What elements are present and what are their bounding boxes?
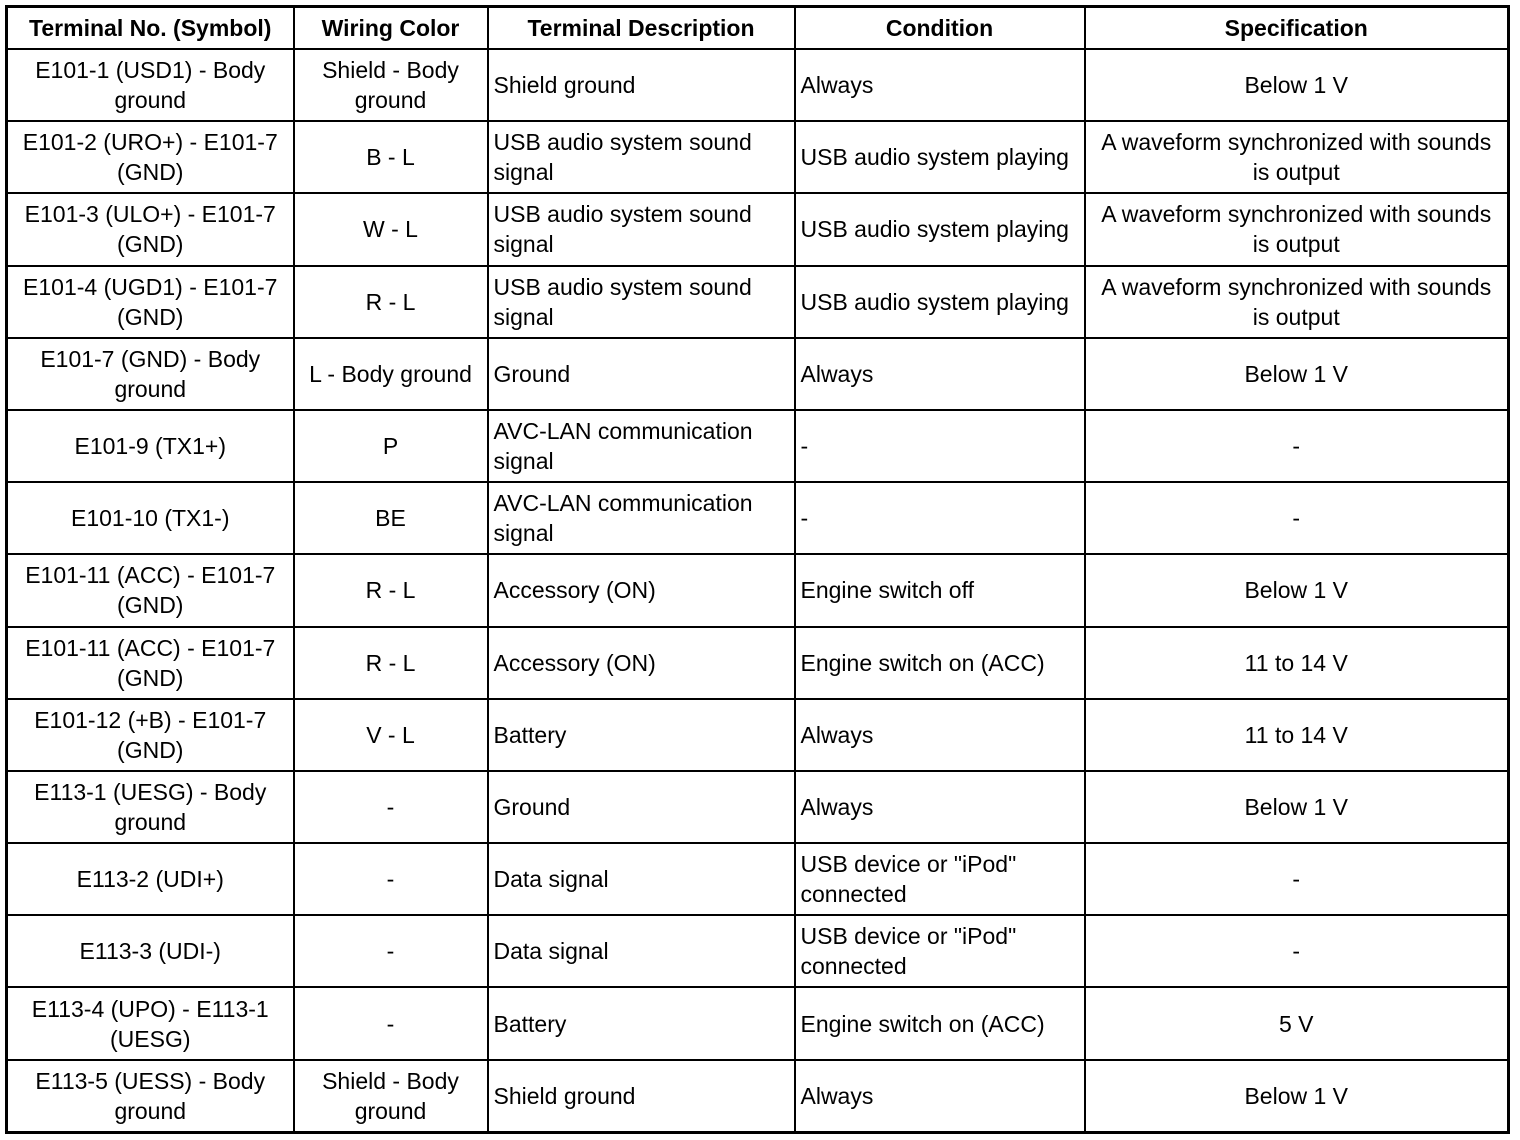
- table-row: [7, 49, 1509, 121]
- cell-terminal-no: E101-7 (GND) - Body ground: [7, 338, 294, 410]
- cell-terminal-no: E113-1 (UESG) - Body ground: [7, 771, 294, 843]
- cell-terminal-description: USB audio system sound signal: [488, 266, 795, 338]
- cell-terminal-no: E101-9 (TX1+): [7, 410, 294, 482]
- cell-condition: Always: [795, 1060, 1085, 1133]
- cell-condition: -: [795, 410, 1085, 482]
- cell-terminal-no: E113-2 (UDI+): [7, 843, 294, 915]
- terminal-spec-table: [5, 5, 1510, 1134]
- cell-condition: USB audio system playing: [795, 121, 1085, 193]
- cell-terminal-description: Accessory (ON): [488, 554, 795, 626]
- cell-terminal-no: E113-3 (UDI-): [7, 915, 294, 987]
- cell-wiring-color: Shield - Body ground: [294, 49, 488, 121]
- table-row: [7, 266, 1509, 338]
- cell-specification: A waveform synchronized with sounds is output: [1085, 121, 1509, 193]
- cell-wiring-color: Shield - Body ground: [294, 1060, 488, 1133]
- cell-wiring-color: P: [294, 410, 488, 482]
- cell-specification: A waveform synchronized with sounds is output: [1085, 266, 1509, 338]
- header-condition: Condition: [795, 7, 1085, 50]
- header-wiring-color: Wiring Color: [294, 7, 488, 50]
- table-row: [7, 915, 1509, 987]
- cell-specification: Below 1 V: [1085, 771, 1509, 843]
- cell-terminal-description: USB audio system sound signal: [488, 121, 795, 193]
- table-row: [7, 699, 1509, 771]
- cell-specification: Below 1 V: [1085, 49, 1509, 121]
- cell-wiring-color: R - L: [294, 266, 488, 338]
- cell-condition: Always: [795, 338, 1085, 410]
- cell-wiring-color: V - L: [294, 699, 488, 771]
- cell-specification: -: [1085, 410, 1509, 482]
- table-row: [7, 482, 1509, 554]
- cell-specification: A waveform synchronized with sounds is output: [1085, 193, 1509, 265]
- cell-terminal-no: E101-11 (ACC) - E101-7 (GND): [7, 627, 294, 699]
- cell-wiring-color: B - L: [294, 121, 488, 193]
- cell-terminal-description: Battery: [488, 987, 795, 1059]
- cell-terminal-description: Data signal: [488, 915, 795, 987]
- cell-terminal-no: E101-3 (ULO+) - E101-7 (GND): [7, 193, 294, 265]
- cell-condition: USB audio system playing: [795, 266, 1085, 338]
- cell-terminal-no: E101-2 (URO+) - E101-7 (GND): [7, 121, 294, 193]
- table-body: [7, 49, 1509, 1133]
- cell-terminal-no: E101-10 (TX1-): [7, 482, 294, 554]
- table-row: [7, 338, 1509, 410]
- cell-wiring-color: W - L: [294, 193, 488, 265]
- cell-terminal-no: E101-12 (+B) - E101-7 (GND): [7, 699, 294, 771]
- table-row: [7, 843, 1509, 915]
- cell-terminal-description: Shield ground: [488, 49, 795, 121]
- cell-terminal-no: E113-5 (UESS) - Body ground: [7, 1060, 294, 1133]
- cell-specification: Below 1 V: [1085, 1060, 1509, 1133]
- cell-specification: Below 1 V: [1085, 554, 1509, 626]
- cell-condition: USB audio system playing: [795, 193, 1085, 265]
- table-row: [7, 410, 1509, 482]
- header-terminal-no: Terminal No. (Symbol): [7, 7, 294, 50]
- cell-wiring-color: R - L: [294, 627, 488, 699]
- cell-specification: -: [1085, 915, 1509, 987]
- cell-terminal-no: E101-1 (USD1) - Body ground: [7, 49, 294, 121]
- cell-specification: 5 V: [1085, 987, 1509, 1059]
- cell-specification: Below 1 V: [1085, 338, 1509, 410]
- cell-condition: Engine switch on (ACC): [795, 987, 1085, 1059]
- table-row: [7, 987, 1509, 1059]
- cell-terminal-description: Shield ground: [488, 1060, 795, 1133]
- cell-terminal-description: Accessory (ON): [488, 627, 795, 699]
- cell-wiring-color: BE: [294, 482, 488, 554]
- cell-condition: Engine switch on (ACC): [795, 627, 1085, 699]
- header-row: [7, 7, 1509, 50]
- cell-wiring-color: -: [294, 771, 488, 843]
- cell-wiring-color: R - L: [294, 554, 488, 626]
- cell-terminal-description: USB audio system sound signal: [488, 193, 795, 265]
- cell-specification: 11 to 14 V: [1085, 627, 1509, 699]
- table-row: [7, 193, 1509, 265]
- cell-terminal-description: Data signal: [488, 843, 795, 915]
- cell-condition: Always: [795, 49, 1085, 121]
- table-row: [7, 1060, 1509, 1133]
- cell-specification: 11 to 14 V: [1085, 699, 1509, 771]
- cell-wiring-color: -: [294, 915, 488, 987]
- cell-condition: Engine switch off: [795, 554, 1085, 626]
- cell-condition: -: [795, 482, 1085, 554]
- table-row: [7, 627, 1509, 699]
- table-row: [7, 554, 1509, 626]
- table-row: [7, 121, 1509, 193]
- table-row: [7, 771, 1509, 843]
- cell-terminal-no: E101-4 (UGD1) - E101-7 (GND): [7, 266, 294, 338]
- cell-condition: USB device or "iPod" connected: [795, 843, 1085, 915]
- cell-wiring-color: L - Body ground: [294, 338, 488, 410]
- cell-terminal-description: AVC-LAN communication signal: [488, 482, 795, 554]
- cell-condition: Always: [795, 699, 1085, 771]
- cell-condition: Always: [795, 771, 1085, 843]
- cell-terminal-description: Ground: [488, 338, 795, 410]
- cell-condition: USB device or "iPod" connected: [795, 915, 1085, 987]
- cell-terminal-no: E113-4 (UPO) - E113-1 (UESG): [7, 987, 294, 1059]
- cell-wiring-color: -: [294, 987, 488, 1059]
- cell-wiring-color: -: [294, 843, 488, 915]
- cell-specification: -: [1085, 843, 1509, 915]
- cell-terminal-description: Battery: [488, 699, 795, 771]
- cell-terminal-description: Ground: [488, 771, 795, 843]
- header-terminal-description: Terminal Description: [488, 7, 795, 50]
- cell-terminal-no: E101-11 (ACC) - E101-7 (GND): [7, 554, 294, 626]
- header-specification: Specification: [1085, 7, 1509, 50]
- cell-terminal-description: AVC-LAN communication signal: [488, 410, 795, 482]
- cell-specification: -: [1085, 482, 1509, 554]
